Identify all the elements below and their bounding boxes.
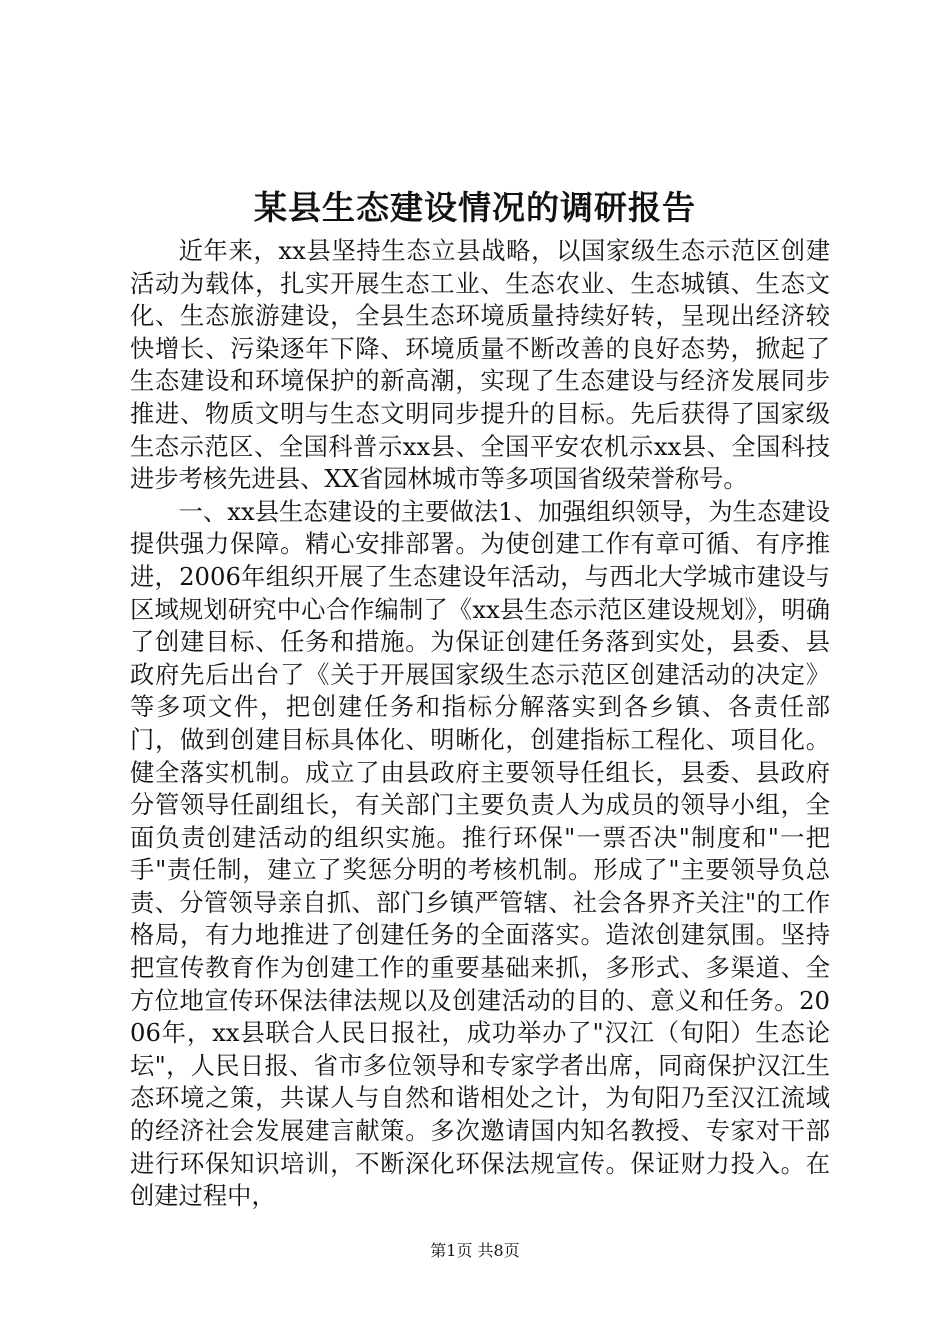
document-body — [130, 235, 830, 1213]
document-title: 某县生态建设情况的调研报告 — [254, 188, 696, 227]
paragraph-intro: 近年来，xx县坚持生态立县战略，以国家级生态示范区创建活动为载体，扎实开展生态工业、生态农业、生态城镇、生态文化、生态旅游建设，全县生态环境质量持续好转，呈现出经济较快增长、污染逐年下降、环境质量不断改善的良好态势，掀起了生态建设和环境保护的新高潮，实现了生态建设与经济发展同步推进、物质文明与生态文明同步提升的目标。先后获得了国家级生态示范区、全国科普示xx县、全国平安农机示xx县、全国科技进步考核先进县、XX省园林城市等多项国省级荣誉称号。 — [130, 236, 830, 494]
paragraph-main-practices: 一、xx县生态建设的主要做法1、加强组织领导，为生态建设提供强力保障。精心安排部署。为使创建工作有章可循、有序推进，2006年组织开展了生态建设年活动，与西北大学城市建设与区域规划研究中心合作编制了《xx县生态示范区建设规划》，明确了创建目标、任务和措施。为保证创建任务落到实处，县委、县政府先后出台了《关于开展国家级生态示范区创建活动的决定》等多项文件，把创建任务和指标分解落实到各乡镇、各责任部门，做到创建目标具体化、明晰化，创建指标工程化、项目化。健全落实机制。成立了由县政府主要领导任组长，县委、县政府分管领导任副组长，有关部门主要负责人为成员的领导小组，全面负责创建活动的组织实施。推行环保"一票否决"制度和"一把手"责任制，建立了奖惩分明的考核机制。形成了"主要领导负总责、分管领导亲自抓、部门乡镇严管辖、社会各界齐关注"的工作格局，有力地推进了创建任务的全面落实。造浓创建氛围。坚持把宣传教育作为创建工作的重要基础来抓，多形式、多渠道、全方位地宣传环保法律法规以及创建活动的目的、意义和任务。2006年，xx县联合人民日报社，成功举办了"汉江（旬阳）生态论坛"，人民日报、省市多位领导和专家学者出席，同商保护汉江生态环境之策，共谋人与自然和谐相处之计，为旬阳乃至汉江流域的经济社会发展建言献策。多次邀请国内知名教授、专家对干部进行环保知识培训，不断深化环保法规宣传。保证财力投入。在创建过程中， — [130, 496, 830, 1211]
page-footer: 第1页 共8页 — [430, 1241, 520, 1260]
